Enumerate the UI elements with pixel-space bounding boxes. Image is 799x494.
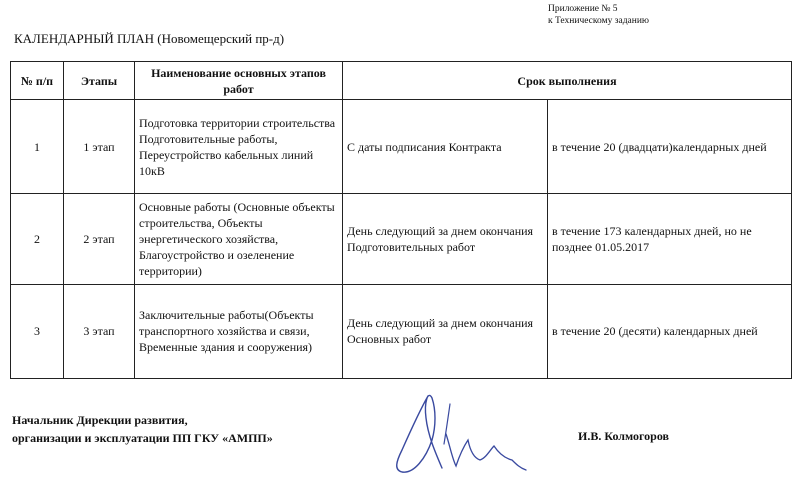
cell-num: 2: [11, 194, 64, 284]
cell-duration: в течение 173 календарных дней, но не позднее 01.05.2017: [548, 194, 792, 284]
appendix-line-1: Приложение № 5: [548, 4, 618, 14]
table-row: [11, 100, 792, 194]
cell-duration: в течение 20 (десяти) календарных дней: [548, 284, 792, 378]
signature-image: [380, 388, 540, 480]
cell-duration: в течение 20 (двадцати)календарных дней: [548, 100, 792, 194]
cell-start: День следующий за днем окончания Подготовительных работ: [343, 194, 548, 284]
document-title: КАЛЕНДАРНЫЙ ПЛАН (Новомещерский пр-д): [14, 31, 285, 46]
cell-stage: 1 этап: [64, 100, 135, 194]
cell-name: Подготовка территории строительства Подготовительные работы, Переустройство кабельных линий 10кВ: [135, 100, 343, 194]
signatory-name: И.В. Колмогоров: [578, 429, 670, 443]
cell-stage: 2 этап: [64, 194, 135, 284]
header-stage: Этапы: [64, 62, 135, 100]
header-term: Срок выполнения: [343, 62, 792, 100]
signatory-position: [12, 411, 273, 447]
cell-num: 3: [11, 284, 64, 378]
header-num: № п/п: [11, 62, 64, 100]
cell-name: Заключительные работы(Объекты транспортного хозяйства и связи, Временные здания и сооружения): [135, 284, 343, 378]
cell-name: Основные работы (Основные объекты строительства, Объекты энергетического хозяйства, Благоустройство и озеленение территории): [135, 194, 343, 284]
cell-start: С даты подписания Контракта: [343, 100, 548, 194]
appendix-note: [548, 3, 649, 27]
table-row: [11, 194, 792, 284]
table-header-row: [11, 62, 792, 100]
cell-start: День следующий за днем окончания Основных работ: [343, 284, 548, 378]
schedule-table: [10, 61, 792, 379]
position-line-2: организации и эксплуатации ПП ГКУ «АМПП»: [12, 431, 273, 445]
position-line-1: Начальник Дирекции развития,: [12, 413, 188, 427]
cell-stage: 3 этап: [64, 284, 135, 378]
cell-num: 1: [11, 100, 64, 194]
header-name: Наименование основных этапов работ: [135, 62, 343, 100]
table-row: [11, 284, 792, 378]
appendix-line-2: к Техническому заданию: [548, 16, 650, 26]
